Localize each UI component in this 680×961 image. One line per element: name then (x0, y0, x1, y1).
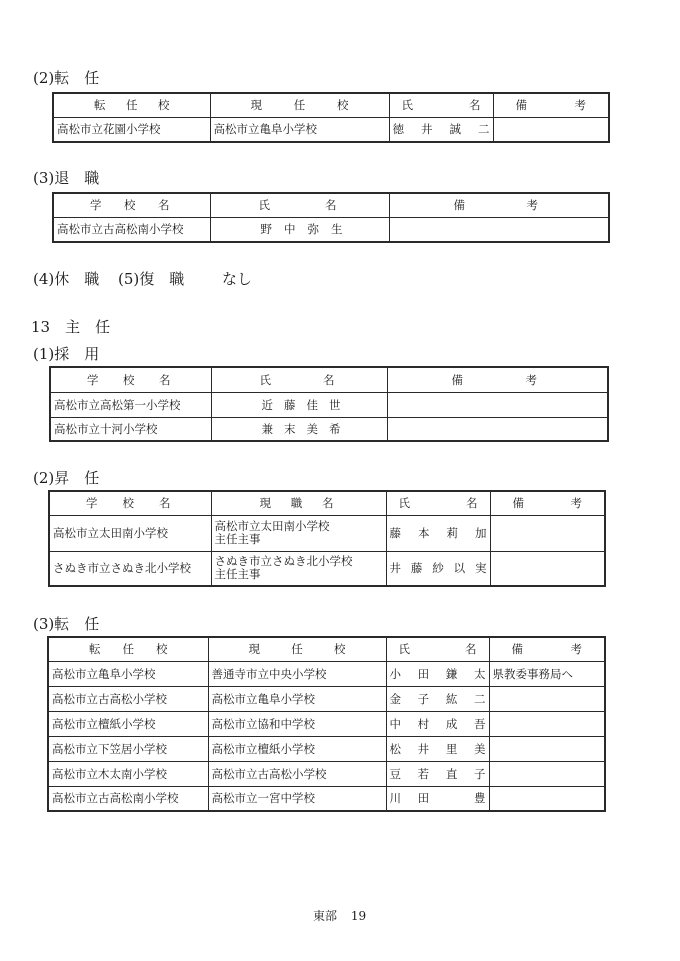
new-school: 高松市立花園小学校 (53, 117, 210, 142)
current-post-school: さぬき市立さぬき北小学校 (214, 554, 353, 569)
current-school: 善通寺市立中央小学校 (208, 661, 386, 686)
page-footer (313, 909, 366, 923)
header-name: 氏名 (389, 93, 493, 117)
table-row (53, 117, 609, 142)
header-school: 学校名 (50, 367, 211, 392)
note (489, 761, 605, 786)
header-note: 備考 (493, 93, 609, 117)
header-name: 氏名 (386, 491, 490, 515)
current-post-title: 主任主事 (214, 532, 261, 546)
person-name: 近藤佳世 (211, 392, 387, 417)
person-name: 井藤紗以実 (386, 551, 490, 586)
table-header-row (53, 93, 609, 117)
new-school: 高松市立亀阜小学校 (48, 661, 208, 686)
header-current-school: 現任校 (208, 637, 386, 661)
current-school: 高松市立亀阜小学校 (210, 117, 389, 142)
table-row (48, 686, 605, 711)
chief-promotion-heading: (2)昇 任 (33, 469, 100, 487)
note (493, 117, 609, 142)
table-row (48, 786, 605, 811)
chief-transfer-table (47, 636, 606, 812)
retirement-table (52, 192, 610, 243)
table-header-row (49, 491, 605, 515)
transfer-heading: (2)転 任 (33, 69, 100, 87)
header-note: 備考 (387, 367, 608, 392)
current-school: 高松市立古高松小学校 (208, 761, 386, 786)
person-name: 藤本莉加 (386, 515, 490, 551)
table-row (53, 217, 609, 242)
person-name: 豆若直子 (386, 761, 489, 786)
table-header-row (53, 193, 609, 217)
table-header-row (50, 367, 608, 392)
chief-hiring-table (49, 366, 609, 442)
table-header-row (48, 637, 605, 661)
new-school: 高松市立檀紙小学校 (48, 711, 208, 736)
header-name: 氏名 (211, 367, 387, 392)
current-post (211, 515, 386, 551)
table-row (49, 551, 605, 586)
note (489, 686, 605, 711)
person-name: 川田 豊 (386, 786, 489, 811)
leave-return-value: なし (222, 270, 253, 288)
table-row (49, 515, 605, 551)
current-post-school: 高松市立太田南小学校 (214, 519, 330, 533)
note (490, 515, 605, 551)
person-name: 金子紘二 (386, 686, 489, 711)
table-row (48, 661, 605, 686)
new-school: 高松市立古高松南小学校 (48, 786, 208, 811)
note (389, 217, 609, 242)
header-school: 学校名 (49, 491, 211, 515)
new-school: 高松市立古高松小学校 (48, 686, 208, 711)
note (490, 551, 605, 586)
note (387, 392, 608, 417)
school: 高松市立高松第一小学校 (50, 392, 211, 417)
note (489, 711, 605, 736)
chief-section-heading: 13 主 任 (31, 318, 111, 336)
table-row (50, 392, 608, 417)
current-school: 高松市立檀紙小学校 (208, 736, 386, 761)
new-school: 高松市立木太南小学校 (48, 761, 208, 786)
school: 高松市立古高松南小学校 (53, 217, 210, 242)
header-current-post: 現職名 (211, 491, 386, 515)
person-name: 松井里美 (386, 736, 489, 761)
transfer-table (52, 92, 610, 143)
header-current-school: 現任校 (210, 93, 389, 117)
leave-heading: (4)休 職 (33, 270, 100, 288)
table-row (48, 761, 605, 786)
current-post-title: 主任主事 (214, 567, 261, 582)
retirement-heading: (3)退 職 (33, 169, 100, 187)
table-row (50, 417, 608, 441)
header-name: 氏名 (386, 637, 489, 661)
school: さぬき市立さぬき北小学校 (49, 551, 211, 586)
chief-promotion-table (48, 490, 606, 587)
header-note: 備考 (490, 491, 605, 515)
table-row (48, 736, 605, 761)
person-name: 中村成吾 (386, 711, 489, 736)
school: 高松市立太田南小学校 (49, 515, 211, 551)
school: 高松市立十河小学校 (50, 417, 211, 441)
current-school: 高松市立一宮中学校 (208, 786, 386, 811)
current-school: 高松市立亀阜小学校 (208, 686, 386, 711)
return-heading: (5)復 職 (118, 270, 185, 288)
header-new-school: 転任校 (53, 93, 210, 117)
chief-transfer-heading: (3)転 任 (33, 615, 100, 633)
note: 県教委事務局へ (489, 661, 605, 686)
person-name: 野中弥生 (210, 217, 389, 242)
person-name: 小田鎌太 (386, 661, 489, 686)
note (387, 417, 608, 441)
current-school: 高松市立協和中学校 (208, 711, 386, 736)
header-note: 備考 (389, 193, 609, 217)
footer-section: 東部 (313, 909, 338, 923)
table-row (48, 711, 605, 736)
person-name: 徳井誠二 (389, 117, 493, 142)
header-school: 学校名 (53, 193, 210, 217)
header-note: 備考 (489, 637, 605, 661)
header-name: 氏名 (210, 193, 389, 217)
new-school: 高松市立下笠居小学校 (48, 736, 208, 761)
header-new-school: 転任校 (48, 637, 208, 661)
chief-hiring-heading: (1)採 用 (33, 345, 100, 363)
page-number: 19 (350, 909, 367, 923)
person-name: 兼末美希 (211, 417, 387, 441)
current-post (211, 551, 386, 586)
note (489, 736, 605, 761)
note (489, 786, 605, 811)
